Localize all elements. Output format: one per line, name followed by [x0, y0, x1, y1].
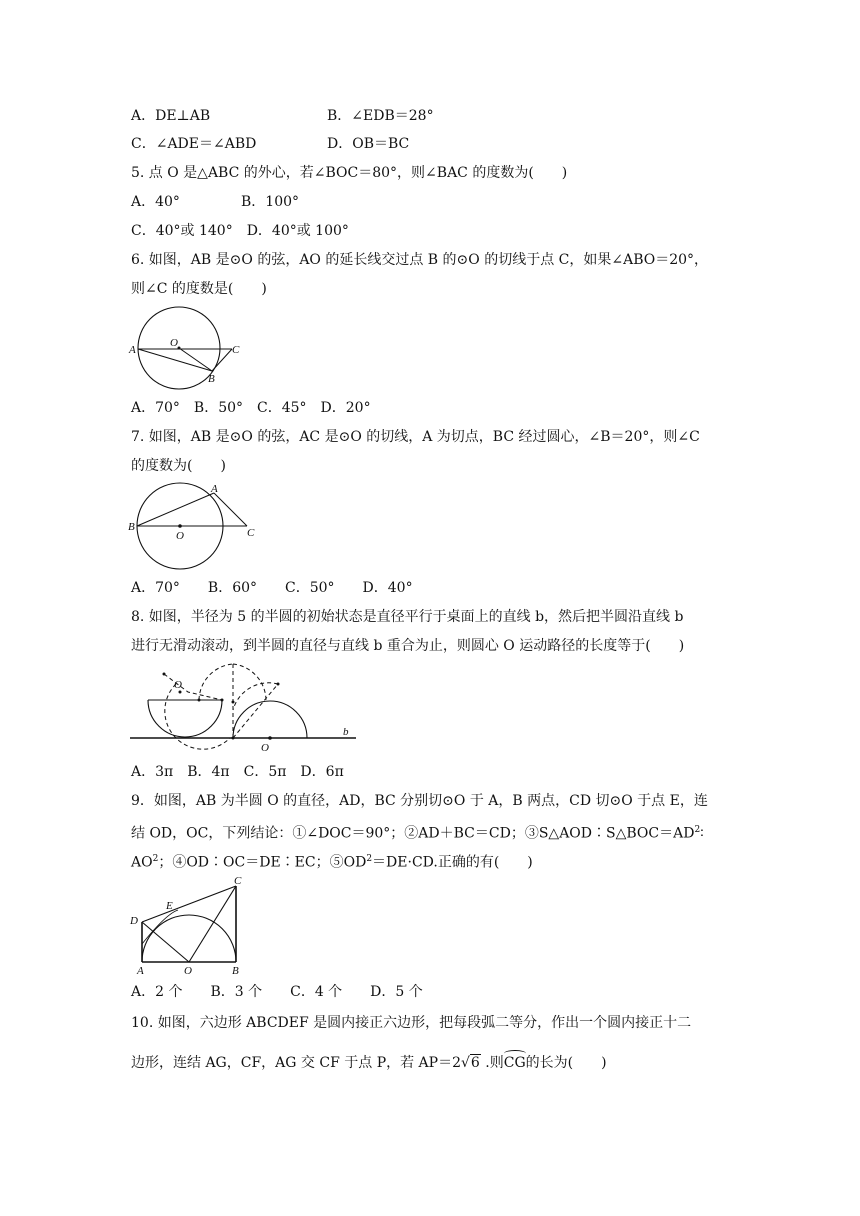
q8-dot	[232, 737, 235, 740]
q9-stem-line-2-end: ∶	[700, 825, 704, 842]
q4-option-a: A．DE⊥AB	[131, 108, 211, 124]
q9-stem-line-3-mid: ；④OD∶OC＝DE∶EC；⑤OD	[158, 854, 367, 871]
q9-superscript: 2	[152, 854, 159, 864]
q9-label-a: A	[137, 965, 144, 976]
q9-tangent-dc	[142, 886, 236, 922]
q4-option-b: B．∠EDB＝28°	[327, 108, 434, 124]
q9-semicircle	[142, 915, 236, 962]
q9-segment-od	[142, 922, 189, 962]
q8-dot	[268, 736, 272, 740]
q9-stem-line-3-end: ＝DE·CD.正确的有( )	[372, 854, 533, 871]
q6-label-o: O	[170, 337, 178, 349]
q4-option-c: C．∠ADE＝∠ABD	[131, 136, 257, 152]
q10-stem-line-2-start: 边形，连结 AG，CF，AG 交 CF 于点 P，若 AP＝2	[131, 1055, 461, 1071]
q8-dashed-diameter-1	[164, 674, 222, 700]
q5-options-row-2: C．40°或 140° D．40°或 100°	[131, 223, 349, 239]
q8-dot	[221, 699, 224, 702]
q6-label-c: C	[232, 344, 240, 356]
q5-stem: 5. 点 O 是△ABC 的外心，若∠BOC＝80°，则∠BAC 的度数为( )	[131, 165, 568, 181]
q9-stem-line-3	[131, 849, 533, 873]
q8-dot	[232, 701, 235, 704]
q8-stem-line-2: 进行无滑动滚动，到半圆的直径与直线 b 重合为止，则圆心 O 运动路径的长度等于( )	[131, 638, 685, 654]
q6-options: A．70° B．50° C．45° D．20°	[131, 400, 371, 416]
q9-superscript: 2	[366, 854, 373, 864]
q5-option-b: B．100°	[241, 194, 300, 210]
q8-label-b: b	[343, 726, 349, 738]
q6-label-b: B	[208, 373, 215, 385]
q7-figure	[126, 482, 266, 574]
q4-option-d: D．OB＝BC	[327, 136, 410, 152]
q10-sqrt-value: 6	[470, 1055, 480, 1071]
q7-stem-line-1: 7. 如图，AB 是⊙O 的弦，AC 是⊙O 的切线，A 为切点，BC 经过圆心，∠B＝20°，则∠C	[131, 429, 700, 445]
q8-label-o-top: O	[174, 679, 182, 691]
q7-chord-ab	[137, 493, 214, 526]
q7-label-o: O	[176, 530, 184, 542]
q9-segment-oc	[189, 886, 236, 962]
q10-arc-cg: CG	[503, 1055, 526, 1071]
q5-option-a: A．40°	[131, 194, 180, 210]
q8-dashed-arc-2	[199, 664, 233, 700]
q8-stem-line-1: 8. 如图，半径为 5 的半圆的初始状态是直径平行于桌面上的直线 b，然后把半圆沿直线 b	[131, 609, 684, 625]
q9-stem-line-2-text: 结 OD，OC，下列结论：①∠DOC＝90°；②AD＋BC＝CD；③S△AOD∶S△BOC＝AD	[131, 825, 695, 842]
q7-stem-line-2: 的度数为( )	[131, 458, 226, 474]
q7-tangent-ac	[214, 493, 247, 526]
q9-stem-line-1: 9．如图，AB 为半圆 O 的直径，AD，BC 分别切⊙O 于 A，B 两点，CD 切⊙O 于点 E，连	[131, 793, 708, 809]
sqrt-symbol: √6	[461, 1055, 480, 1071]
q9-label-d: D	[130, 915, 138, 927]
q9-label-c: C	[234, 875, 242, 887]
q6-tangent-bc	[212, 349, 232, 371]
q8-dashed-arc-4	[233, 683, 278, 710]
q9-superscript: 2	[694, 825, 701, 835]
q9-options: A．2 个 B．3 个 C．4 个 D．5 个	[131, 984, 423, 1000]
q7-label-a: A	[211, 483, 218, 495]
q8-dot	[163, 673, 166, 676]
q8-initial-semicircle	[148, 700, 222, 737]
q9-label-b: B	[232, 965, 239, 976]
q7-label-b: B	[128, 521, 135, 533]
q8-label-o-bottom: O	[261, 742, 269, 754]
q6-label-a: A	[129, 344, 136, 356]
q7-options: A．70° B．60° C．50° D．40°	[131, 580, 413, 596]
q6-stem-line-1: 6. 如图，AB 是⊙O 的弦，AO 的延长线交过点 B 的⊙O 的切线于点 C，如果∠ABO＝20°，	[131, 252, 709, 268]
q8-figure	[126, 662, 366, 756]
q8-dashed-arc-1	[165, 684, 230, 749]
q6-figure	[126, 306, 256, 394]
q8-dot	[277, 683, 280, 686]
q10-stem-line-2	[131, 1053, 607, 1073]
q8-final-semicircle	[233, 701, 307, 738]
q7-label-c: C	[247, 527, 255, 539]
q9-label-e: E	[166, 900, 173, 912]
q6-stem-line-2: 则∠C 的度数是( )	[131, 281, 267, 297]
q6-chord-ab	[138, 349, 212, 371]
q9-label-o: O	[184, 965, 192, 976]
q7-center-dot	[178, 524, 182, 528]
q9-figure	[126, 874, 256, 976]
q10-stem-line-2-end: 的长为( )	[525, 1055, 607, 1071]
q8-dashed-diameter-2	[233, 684, 278, 738]
q9-stem-line-3-start: AO	[131, 854, 153, 871]
q8-dot	[198, 699, 201, 702]
q6-radius-ob	[179, 348, 212, 371]
q8-dashed-arc-3	[233, 664, 266, 702]
q9-stem-line-2	[131, 820, 704, 844]
q10-stem-line-2-mid: .则	[480, 1055, 504, 1071]
q8-options: A．3π B．4π C．5π D．6π	[131, 764, 344, 780]
q10-stem-line-1: 10. 如图，六边形 ABCDEF 是圆内接正六边形，把每段弧二等分，作出一个圆内接正十二	[131, 1015, 692, 1031]
